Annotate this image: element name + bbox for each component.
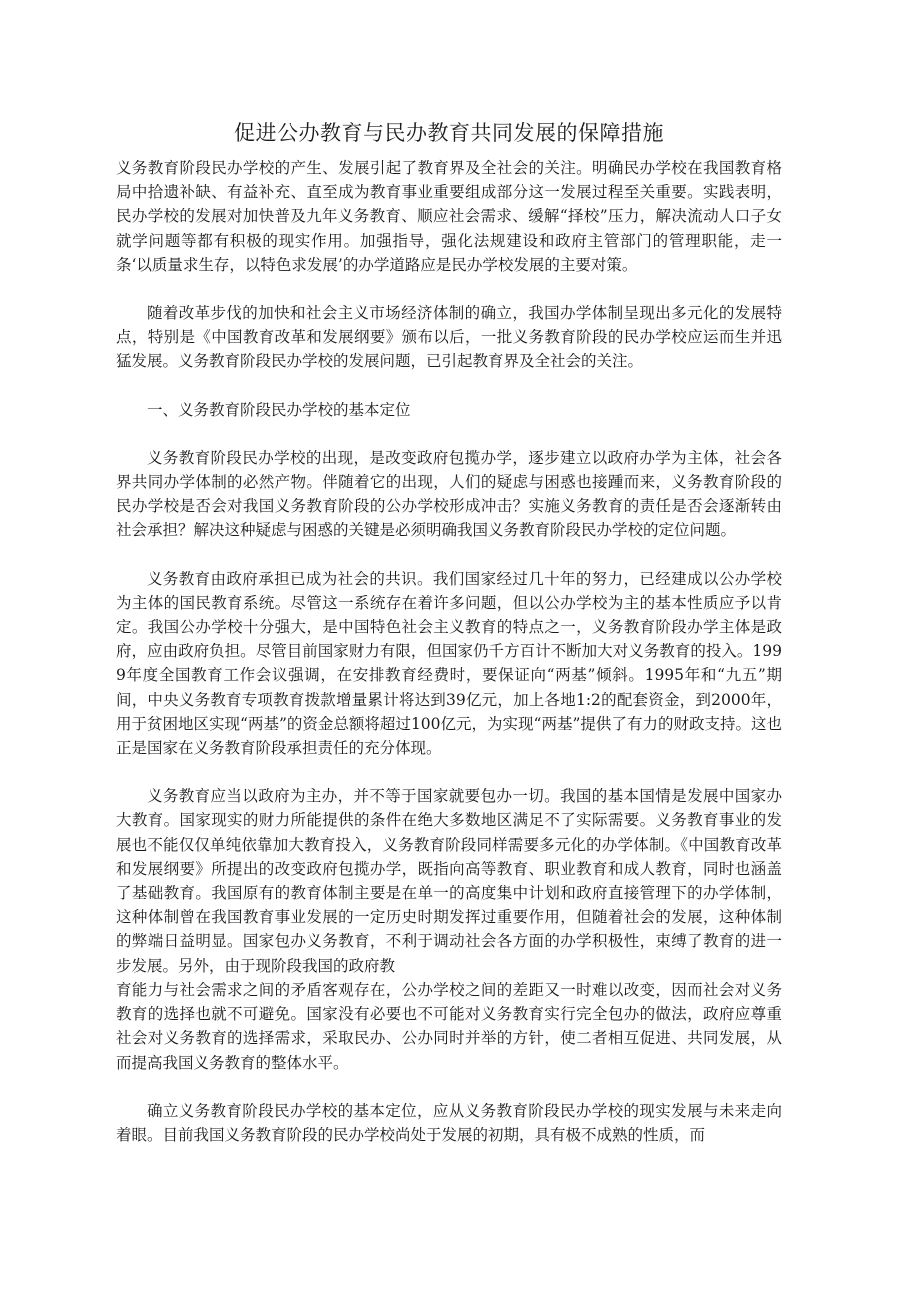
section-heading-1: 一、义务教育阶段民办学校的基本定位 xyxy=(147,400,411,419)
paragraph-gap xyxy=(116,543,782,567)
body-paragraph-4: 义务教育应当以政府为主办，并不等于国家就要包办一切。我国的基本国情是发展中国家办大教育。国家现实的财力所能提供的条件在绝大多数地区满足不了实际需要。义务教育事业的发展也不能仅仅单纯依靠加大教育投入，义务教育阶段同样需要多元化的办学体制。《中国教育改革和发展纲要》所提出的改变政府包揽办学，既指向高等教育、职业教育和成人教育，同时也涵盖了基础教育。我国原有的教育体制主要是在单一的高度集中计划和政府直接管理下的办学体制，这种体制曾在我国教育事业发展的一定历史时期发挥过重要作用，但随着社会的发展，这种体制的弊端日益明显。国家包办义务教育，不利于调动社会各方面的办学积极性，束缚了教育的进一步发展。另外，由于现阶段我国的政府教 xyxy=(116,787,782,975)
paragraph-gap xyxy=(116,374,782,398)
body-paragraph-3: 义务教育由政府承担已成为社会的共识。我们国家经过几十年的努力，已经建成以公办学校为主体的国民教育系统。尽管这一系统存在着许多问题，但以公办学校为主的基本性质应予以肯定。我国公办学校十分强大，是中国特色社会主义教育的特点之一，义务教育阶段办学主体是政府，应由政府负担。尽管目前国家财力有限，但国家仍千方百计不断加大对义务教育的投入。1999年度全国教育工作会议强调，在安排教育经费时，要保证向“两基”倾斜。1995年和“九五”期间，中央义务教育专项教育拨款增量累计将达到39亿元，加上各地1:2的配套资金，到2000年，用于贫困地区实现“两基”的资金总额将超过100亿元，为实现“两基”提供了有力的财政支持。这也正是国家在义务教育阶段承担责任的充分体现。 xyxy=(116,569,782,758)
document-page xyxy=(116,118,782,1147)
document-title: 促进公办教育与民办教育共同发展的保障措施 xyxy=(234,121,664,145)
body-paragraph-4-continued: 育能力与社会需求之间的矛盾客观存在，公办学校之间的差距又一时难以改变，因而社会对义务教育的选择也就不可避免。国家没有必要也不可能对义务教育实行完全包办的做法，政府应尊重社会对义务教育的选择需求，采取民办、公办同时并举的方针，使二者相互促进、共同发展，从而提高我国义务教育的整体水平。 xyxy=(116,980,782,1072)
intro-paragraph: 义务教育阶段民办学校的产生、发展引起了教育界及全社会的关注。明确民办学校在我国教育格局中拾遗补缺、有益补充、直至成为教育事业重要组成部分这一发展过程至关重要。实践表明，民办学校的发展对加快普及九年义务教育、顺应社会需求、缓解“择校”压力，解决流动人口子女就学问题等都有积极的现实作用。加强指导，强化法规建设和政府主管部门的管理职能，走一条‘以质量求生存，以特色求发展’的办学道路应是民办学校发展的主要对策。 xyxy=(116,159,782,274)
paragraph-gap xyxy=(116,422,782,446)
paragraph-gap xyxy=(116,1075,782,1099)
body-paragraph-2: 义务教育阶段民办学校的出现，是改变政府包揽办学，逐步建立以政府办学为主体，社会各界共同办学体制的必然产物。伴随着它的出现，人们的疑虑与困惑也接踵而来，义务教育阶段的民办学校是否会对我国义务教育阶段的公办学校形成冲击？实施义务教育的责任是否会逐渐转由社会承担？解决这种疑虑与困惑的关键是必须明确我国义务教育阶段民办学校的定位问题。 xyxy=(116,448,782,540)
paragraph-gap xyxy=(116,760,782,784)
body-paragraph-5: 确立义务教育阶段民办学校的基本定位，应从义务教育阶段民办学校的现实发展与未来走向着眼。目前我国义务教育阶段的民办学校尚处于发展的初期，具有极不成熟的性质，而 xyxy=(116,1101,782,1144)
paragraph-gap xyxy=(116,277,782,301)
body-paragraph-1: 随着改革步伐的加快和社会主义市场经济体制的确立，我国办学体制呈现出多元化的发展特点，特别是《中国教育改革和发展纲要》颁布以后，一批义务教育阶段的民办学校应运而生并迅猛发展。义务教育阶段民办学校的发展问题，已引起教育界及全社会的关注。 xyxy=(116,304,782,371)
